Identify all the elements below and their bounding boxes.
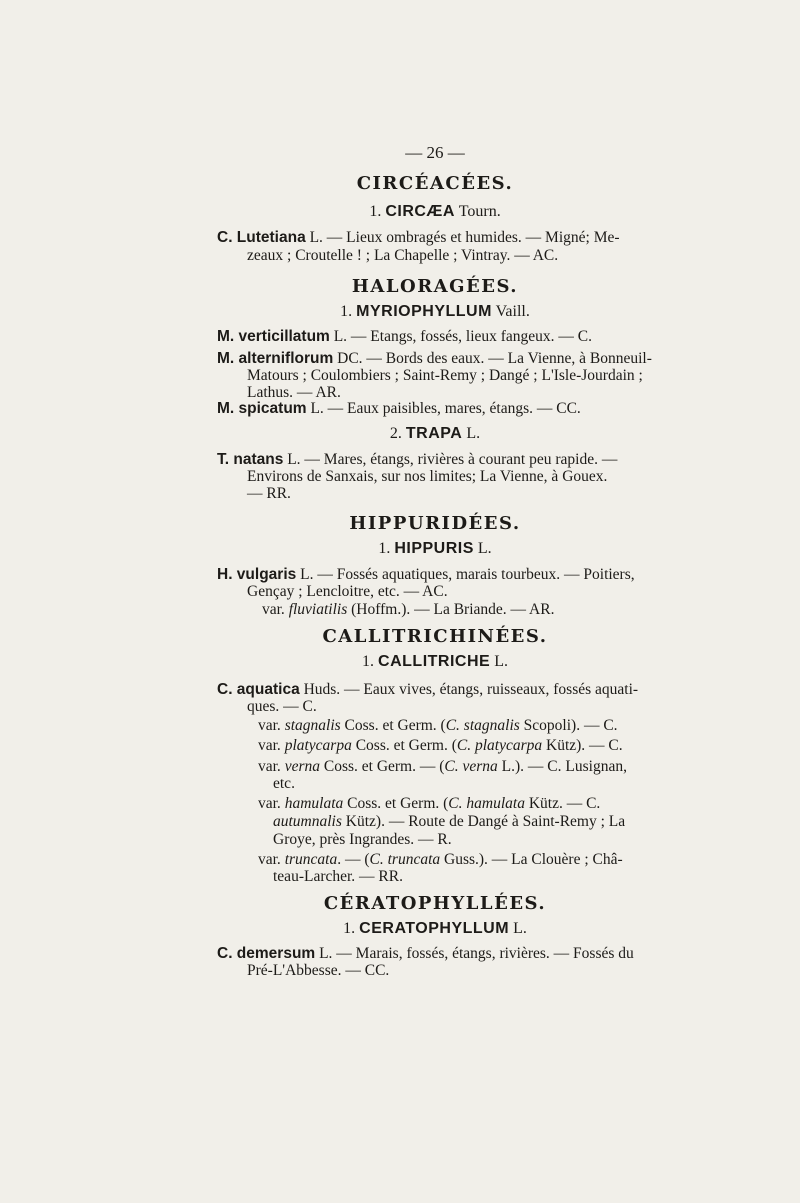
family-heading-hippuridees: HIPPURIDÉES.	[349, 513, 521, 534]
variety-text: Coss. et Germ. — (	[319, 758, 445, 775]
species-entry	[217, 681, 638, 699]
genus-heading-circaea	[0, 203, 800, 221]
genus-name: HIPPURIS	[394, 540, 474, 557]
species-entry	[217, 566, 635, 584]
synonym-name: C. truncata	[369, 851, 441, 868]
variety-entry	[258, 717, 618, 735]
variety-continuation: etc.	[273, 775, 295, 792]
genus-number: 1.	[362, 653, 375, 670]
genus-number: 1.	[378, 540, 391, 557]
variety-name: hamulata	[284, 795, 344, 812]
variety-continuation: teau-Larcher. — RR.	[273, 868, 403, 885]
variety-text: Coss. et Germ. (	[351, 737, 457, 754]
variety-entry	[258, 758, 627, 776]
genus-author: L.	[494, 653, 508, 670]
page-number: — 26 —	[405, 143, 465, 162]
genus-number: 1.	[369, 203, 382, 220]
species-name: M. verticillatum	[217, 328, 330, 345]
variety-text: Coss. et Germ. (	[340, 717, 446, 734]
variety-continuation: Groye, près Ingrandes. — R.	[273, 831, 452, 848]
synonym-name: autumnalis	[273, 813, 342, 830]
genus-heading-trapa	[0, 425, 800, 443]
species-entry	[217, 451, 617, 469]
species-text: DC. — Bords des eaux. — La Vienne, à Bonneuil-	[333, 350, 652, 367]
var-prefix: var.	[258, 717, 285, 734]
species-entry-continuation: Lathus. — AR.	[247, 384, 341, 401]
species-name: T. natans	[217, 451, 284, 468]
species-name: M. alterniflorum	[217, 350, 334, 367]
variety-entry	[258, 851, 623, 869]
variety-text: (Hoffm.). — La Briande. — AR.	[347, 601, 555, 618]
genus-author: L.	[466, 425, 481, 442]
variety-text: Coss. et Germ. (	[343, 795, 449, 812]
variety-entry	[258, 795, 600, 813]
variety-text: Guss.). — La Clouère ; Châ-	[440, 851, 623, 868]
variety-text: Kütz). — C.	[542, 737, 623, 754]
species-text: L. — Eaux paisibles, mares, étangs. — CC.	[306, 400, 581, 417]
species-text: L. — Fossés aquatiques, marais tourbeux. — Poitiers,	[296, 566, 635, 583]
species-entry-continuation: — RR.	[247, 485, 291, 502]
synonym-name: C. hamulata	[448, 795, 525, 812]
genus-name: CIRCÆA	[385, 203, 455, 220]
species-entry-continuation: zeaux ; Croutelle ! ; La Chapelle ; Vintray. — AC.	[247, 247, 559, 264]
species-entry	[217, 945, 634, 963]
species-name: C. aquatica	[217, 681, 300, 698]
variety-name: fluviatilis	[288, 601, 348, 618]
species-entry-continuation: Gençay ; Lencloitre, etc. — AC.	[247, 583, 448, 600]
species-text: L. — Marais, fossés, étangs, rivières. — Fossés du	[315, 945, 634, 962]
synonym-name: C. verna	[444, 758, 498, 775]
variety-continuation	[273, 813, 625, 831]
species-text: Huds. — Eaux vives, étangs, ruisseaux, fossés aquati-	[299, 681, 639, 698]
genus-author: Tourn.	[458, 203, 501, 220]
var-prefix: var.	[258, 758, 285, 775]
family-heading-circeacees: CIRCÉACÉES.	[356, 173, 514, 194]
var-prefix: var.	[258, 737, 285, 754]
species-name: C. Lutetiana	[217, 229, 306, 246]
genus-name: MYRIOPHYLLUM	[356, 303, 492, 320]
genus-author: Vaill.	[495, 303, 530, 320]
species-entry-continuation: Matours ; Coulombiers ; Saint-Remy ; Dangé ; L'Isle-Jourdain ;	[247, 367, 643, 384]
genus-heading-hippuris	[0, 540, 800, 558]
species-entry	[217, 328, 592, 346]
variety-entry	[258, 737, 623, 755]
species-entry	[217, 400, 581, 418]
species-text: L. — Etangs, fossés, lieux fangeux. — C.	[329, 328, 593, 345]
variety-text: . — (	[337, 851, 370, 868]
variety-entry	[262, 601, 554, 619]
species-entry	[217, 229, 620, 247]
family-heading-haloragees: HALORAGÉES.	[351, 276, 519, 297]
synonym-name: C. stagnalis	[445, 717, 520, 734]
species-entry	[217, 350, 652, 368]
genus-heading-callitriche	[0, 653, 800, 671]
variety-name: truncata	[284, 851, 338, 868]
synonym-name: C. platycarpa	[456, 737, 543, 754]
species-entry-continuation: ques. — C.	[247, 698, 317, 715]
var-prefix: var.	[258, 795, 285, 812]
variety-name: stagnalis	[284, 717, 341, 734]
variety-text: Kütz). — Route de Dangé à Saint-Remy ; La	[341, 813, 626, 830]
genus-number: 1.	[340, 303, 353, 320]
variety-name: verna	[284, 758, 320, 775]
genus-heading-myriophyllum	[0, 303, 800, 321]
genus-name: CALLITRICHE	[378, 653, 491, 670]
species-name: M. spicatum	[217, 400, 307, 417]
genus-name: TRAPA	[405, 425, 463, 442]
species-text: L. — Lieux ombragés et humides. — Migné; Me-	[305, 229, 620, 246]
species-name: C. demersum	[217, 945, 316, 962]
species-text: L. — Mares, étangs, rivières à courant peu rapide. —	[283, 451, 618, 468]
var-prefix: var.	[262, 601, 289, 618]
genus-heading-ceratophyllum	[0, 920, 800, 938]
family-heading-callitrichinees: CALLITRICHINÉES.	[322, 626, 548, 647]
variety-name: platycarpa	[284, 737, 352, 754]
variety-text: L.). — C. Lusignan,	[497, 758, 627, 775]
species-name: H. vulgaris	[217, 566, 297, 583]
species-entry-continuation: Pré-L'Abbesse. — CC.	[247, 962, 390, 979]
var-prefix: var.	[258, 851, 285, 868]
family-heading-ceratophyllees: CÉRATOPHYLLÉES.	[323, 893, 547, 914]
genus-author: L.	[477, 540, 492, 557]
variety-text: Scopoli). — C.	[519, 717, 618, 734]
genus-author: L.	[513, 920, 527, 937]
genus-number: 1.	[343, 920, 356, 937]
genus-name: CERATOPHYLLUM	[359, 920, 510, 937]
species-entry-continuation: Environs de Sanxais, sur nos limites; La Vienne, à Gouex.	[247, 468, 608, 485]
genus-number: 2.	[389, 425, 402, 442]
variety-text: Kütz. — C.	[524, 795, 601, 812]
